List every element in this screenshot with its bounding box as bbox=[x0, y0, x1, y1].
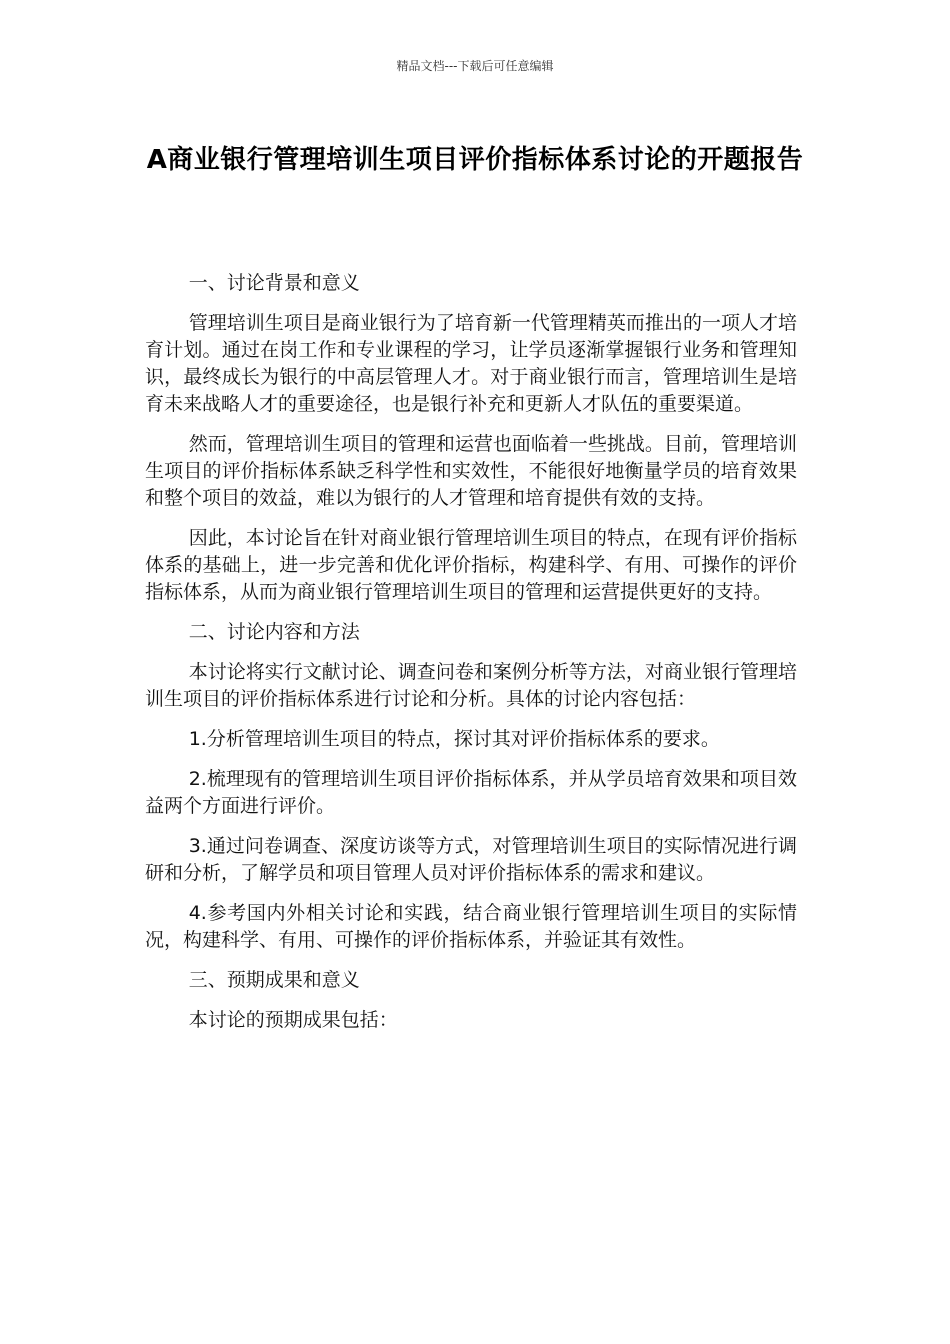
list-item-1: 1.分析管理培训生项目的特点，探讨其对评价指标体系的要求。 bbox=[188, 728, 720, 750]
header-note: 精品文档---下载后可任意编辑 bbox=[396, 59, 554, 73]
list-item-4: 4.参考国内外相关讨论和实践，结合商业银行管理培训生项目的实际情况，构建科学、有用、可操作的评价指标体系，并验证其有效性。 bbox=[145, 902, 797, 951]
document-body bbox=[145, 270, 797, 1047]
section-heading-content: 二、讨论内容和方法 bbox=[188, 621, 360, 643]
paragraph-background-1: 管理培训生项目是商业银行为了培育新一代管理精英而推出的一项人才培育计划。通过在岗工作和专业课程的学习，让学员逐渐掌握银行业务和管理知识，最终成长为银行的中高层管理人才。对于商业银行而言，管理培训生是培育未来战略人才的重要途径，也是银行补充和更新人才队伍的重要渠道。 bbox=[145, 312, 797, 415]
section-heading-background: 一、讨论背景和意义 bbox=[188, 272, 360, 294]
paragraph-background-3: 因此，本讨论旨在针对商业银行管理培训生项目的特点，在现有评价指标体系的基础上，进一步完善和优化评价指标，构建科学、有用、可操作的评价指标体系，从而为商业银行管理培训生项目的管理和运营提供更好的支持。 bbox=[145, 527, 797, 603]
document-title: A商业银行管理培训生项目评价指标体系讨论的开题报告 bbox=[146, 145, 804, 175]
paragraph-background-2: 然而，管理培训生项目的管理和运营也面临着一些挑战。目前，管理培训生项目的评价指标体系缺乏科学性和实效性，不能很好地衡量学员的培育效果和整个项目的效益，难以为银行的人才管理和培育提供有效的支持。 bbox=[145, 433, 797, 509]
list-item-3: 3.通过问卷调查、深度访谈等方式，对管理培训生项目的实际情况进行调研和分析，了解学员和项目管理人员对评价指标体系的需求和建议。 bbox=[145, 835, 797, 884]
list-item-2: 2.梳理现有的管理培训生项目评价指标体系，并从学员培育效果和项目效益两个方面进行评价。 bbox=[145, 768, 797, 817]
paragraph-results-intro: 本讨论的预期成果包括： bbox=[188, 1009, 398, 1031]
section-heading-results: 三、预期成果和意义 bbox=[188, 969, 360, 991]
paragraph-content-intro: 本讨论将实行文献讨论、调查问卷和案例分析等方法，对商业银行管理培训生项目的评价指标体系进行讨论和分析。具体的讨论内容包括： bbox=[145, 661, 797, 710]
